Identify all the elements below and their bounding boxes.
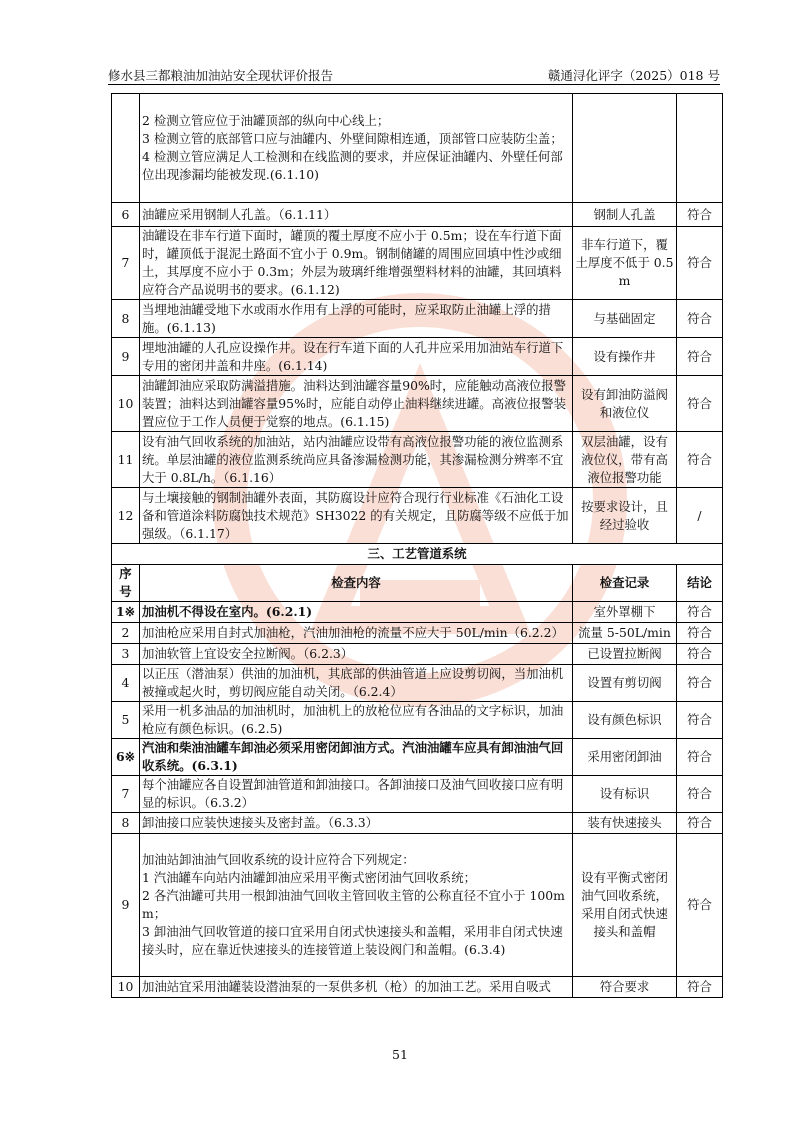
- table-row: [112, 488, 723, 544]
- table-row: [112, 776, 723, 813]
- row-record: 设置有剪切阀: [573, 665, 677, 702]
- table-row: [112, 813, 723, 834]
- table-row: [112, 834, 723, 977]
- row-record: 钢制人孔盖: [573, 203, 677, 227]
- table-row: [112, 376, 723, 432]
- row-content: 卸油接口应装快速接头及密封盖。（6.3.3）: [140, 813, 573, 834]
- row-result: 符合: [677, 665, 723, 702]
- table-row: [112, 665, 723, 702]
- row-record: 按要求设计，且经过验收: [573, 488, 677, 544]
- row-content: 油罐设在非车行道下面时，罐顶的覆土厚度不应小于 0.5m；设在车行道下面时，罐顶低于混泥土路面不宜小于 0.9m。钢制储罐的周围应回填中性沙或细土，其厚度不应小于 0.3m；外层为玻璃纤维增强塑料材料的油罐，其回填料应符合产品说明书的要求。(6.1.12): [140, 227, 573, 300]
- row-content: 油罐卸油应采取防满溢措施。油料达到油罐容量90%时，应能触动高液位报警装置；油料达到油罐容量95%时，应能自动停止油料继续进罐。高液位报警装置应位于工作人员便于觉察的地点。(6.1.15): [140, 376, 573, 432]
- row-result: 符合: [677, 644, 723, 665]
- row-content: 油罐应采用钢制人孔盖。（6.1.11）: [140, 203, 573, 227]
- row-result: 符合: [677, 432, 723, 488]
- table-row: [112, 203, 723, 227]
- row-no: 10: [112, 376, 140, 432]
- row-no: 8: [112, 300, 140, 338]
- row-result: 符合: [677, 602, 723, 623]
- page-number: 51: [392, 1047, 408, 1062]
- table-row: [112, 739, 723, 776]
- row-no: 1※: [112, 602, 140, 623]
- table-header-row: [112, 565, 723, 602]
- row-content: 设有油气回收系统的加油站，站内油罐应设带有高液位报警功能的液位监测系统。单层油罐的液位监测系统尚应具备渗漏检测功能，其渗漏检测分辨率不宜大于 0.8L/h。（6.1.16）: [140, 432, 573, 488]
- row-result: 符合: [677, 227, 723, 300]
- content-line: 1 汽油罐车向站内油罐卸油应采用平衡式密闭油气回收系统；: [142, 870, 476, 885]
- row-no: 7: [112, 227, 140, 300]
- row-content: 汽油和柴油油罐车卸油必须采用密闭卸油方式。汽油油罐车应具有卸油油气回收系统。(6.3.1): [140, 739, 573, 776]
- row-record: 符合要求: [573, 977, 677, 998]
- row-record: 双层油罐，设有液位仪，带有高液位报警功能: [573, 432, 677, 488]
- row-content: 当埋地油罐受地下水或雨水作用有上浮的可能时，应采取防止油罐上浮的措施。(6.1.13): [140, 300, 573, 338]
- row-result: 符合: [677, 813, 723, 834]
- content-line: 加油站卸油油气回收系统的设计应符合下列规定：: [142, 852, 415, 867]
- row-no: 9: [112, 834, 140, 977]
- row-no: 10: [112, 977, 140, 998]
- row-record: 设有卸油防溢阀和液位仪: [573, 376, 677, 432]
- table-row: [112, 977, 723, 998]
- row-no: 11: [112, 432, 140, 488]
- row-record: 设有平衡式密闭油气回收系统，采用自闭式快速接头和盖帽: [573, 834, 677, 977]
- row-no: 4: [112, 665, 140, 702]
- row-content: 采用一机多油品的加油机时，加油机上的放枪位应有各油品的文字标识，加油枪应有颜色标识。(6.2.5): [140, 702, 573, 739]
- row-result: 符合: [677, 739, 723, 776]
- row-no: 7: [112, 776, 140, 813]
- header-doc-number: 赣通浔化评字（2025）018 号: [547, 68, 720, 83]
- table-row: [112, 644, 723, 665]
- row-record: 流量 5-50L/min: [573, 623, 677, 644]
- section-title: 三、工艺管道系统: [112, 544, 723, 565]
- row-result: 符合: [677, 338, 723, 376]
- row-record: 室外罩棚下: [573, 602, 677, 623]
- header-record: 检查记录: [573, 565, 677, 602]
- row-no: 8: [112, 813, 140, 834]
- row-content: 与土壤接触的钢制油罐外表面，其防腐设计应符合现行行业标准《石油化工设备和管道涂料防腐蚀技术规范》SH3022 的有关规定，且防腐等级不应低于加强级。（6.1.17）: [140, 488, 573, 544]
- row-result: 符合: [677, 376, 723, 432]
- header-report-title: 修水县三都粮油加油站安全现状评价报告: [108, 68, 334, 83]
- row-record: 装有快速接头: [573, 813, 677, 834]
- header-content: 检查内容: [140, 565, 573, 602]
- row-content: 埋地油罐的人孔应设操作井。设在行车道下面的人孔井应采用加油站车行道下专用的密闭井盖和井座。(6.1.14): [140, 338, 573, 376]
- row-record: 非车行道下，覆土厚度不低于 0.5m: [573, 227, 677, 300]
- row-record: 设有标识: [573, 776, 677, 813]
- row-no: 12: [112, 488, 140, 544]
- row-content: 加油软管上宜设安全拉断阀。（6.2.3）: [140, 644, 573, 665]
- row-no: 5: [112, 702, 140, 739]
- row-no: 9: [112, 338, 140, 376]
- row-record: 与基础固定: [573, 300, 677, 338]
- header-no: 序号: [112, 565, 140, 602]
- page-header: [108, 66, 720, 85]
- row-result: 符合: [677, 623, 723, 644]
- table-row: [112, 432, 723, 488]
- table-row: [112, 702, 723, 739]
- row-record: 采用密闭卸油: [573, 739, 677, 776]
- row-content: 以正压（潜油泵）供油的加油机，其底部的供油管道上应设剪切阀，当加油机被撞或起火时，剪切阀应能自动关闭。（6.2.4）: [140, 665, 573, 702]
- row-content: [140, 834, 573, 977]
- inspection-table: [111, 93, 723, 998]
- row-record: 已设置拉断阀: [573, 644, 677, 665]
- row-result: 符合: [677, 834, 723, 977]
- row-content: 每个油罐应各自设置卸油管道和卸油接口。各卸油接口及油气回收接口应有明显的标识。（6.3.2）: [140, 776, 573, 813]
- row-record: 设有颜色标识: [573, 702, 677, 739]
- row-content: 加油枪应采用自封式加油枪，汽油加油枪的流量不应大于 50L/min（6.2.2）: [140, 623, 573, 644]
- row-no: 2: [112, 623, 140, 644]
- row-content: 加油站宜采用油罐装设潜油泵的一泵供多机（枪）的加油工艺。采用自吸式: [140, 977, 573, 998]
- row-no: 6※: [112, 739, 140, 776]
- row-no: 3: [112, 644, 140, 665]
- row-result: 符合: [677, 977, 723, 998]
- header-result: 结论: [677, 565, 723, 602]
- table-row: [112, 94, 723, 203]
- row-record: 设有操作井: [573, 338, 677, 376]
- row-result: 符合: [677, 203, 723, 227]
- row-result: 符合: [677, 776, 723, 813]
- table-row: [112, 227, 723, 300]
- content-line: 2 检测立管应位于油罐顶部的纵向中心线上；: [142, 113, 390, 128]
- content-line: 3 检测立管的底部管口应与油罐内、外壁间隙相连通，顶部管口应装防尘盖；: [142, 131, 563, 146]
- row-content: 加油机不得设在室内。(6.2.1): [140, 602, 573, 623]
- section-row: [112, 544, 723, 565]
- row-result: 符合: [677, 702, 723, 739]
- row-result: /: [677, 488, 723, 544]
- row-content: [140, 94, 573, 203]
- table-row: [112, 602, 723, 623]
- table-row: [112, 300, 723, 338]
- content-line: 4 检测立管应满足人工检测和在线监测的要求，并应保证油罐内、外壁任何部位出现渗漏均能被发现.(6.1.10): [142, 149, 563, 182]
- content-line: 3 卸油油气回收管道的接口宜采用自闭式快速接头和盖帽，采用非自闭式快速接头时，应在靠近快速接头的连接管道上装设阀门和盖帽。(6.3.4): [142, 924, 563, 957]
- table-row: [112, 623, 723, 644]
- table-row: [112, 338, 723, 376]
- content-line: 2 各汽油罐可共用一根卸油油气回收主管回收主管的公称直径不宜小于 100mm；: [142, 888, 565, 921]
- row-no: 6: [112, 203, 140, 227]
- row-result: 符合: [677, 300, 723, 338]
